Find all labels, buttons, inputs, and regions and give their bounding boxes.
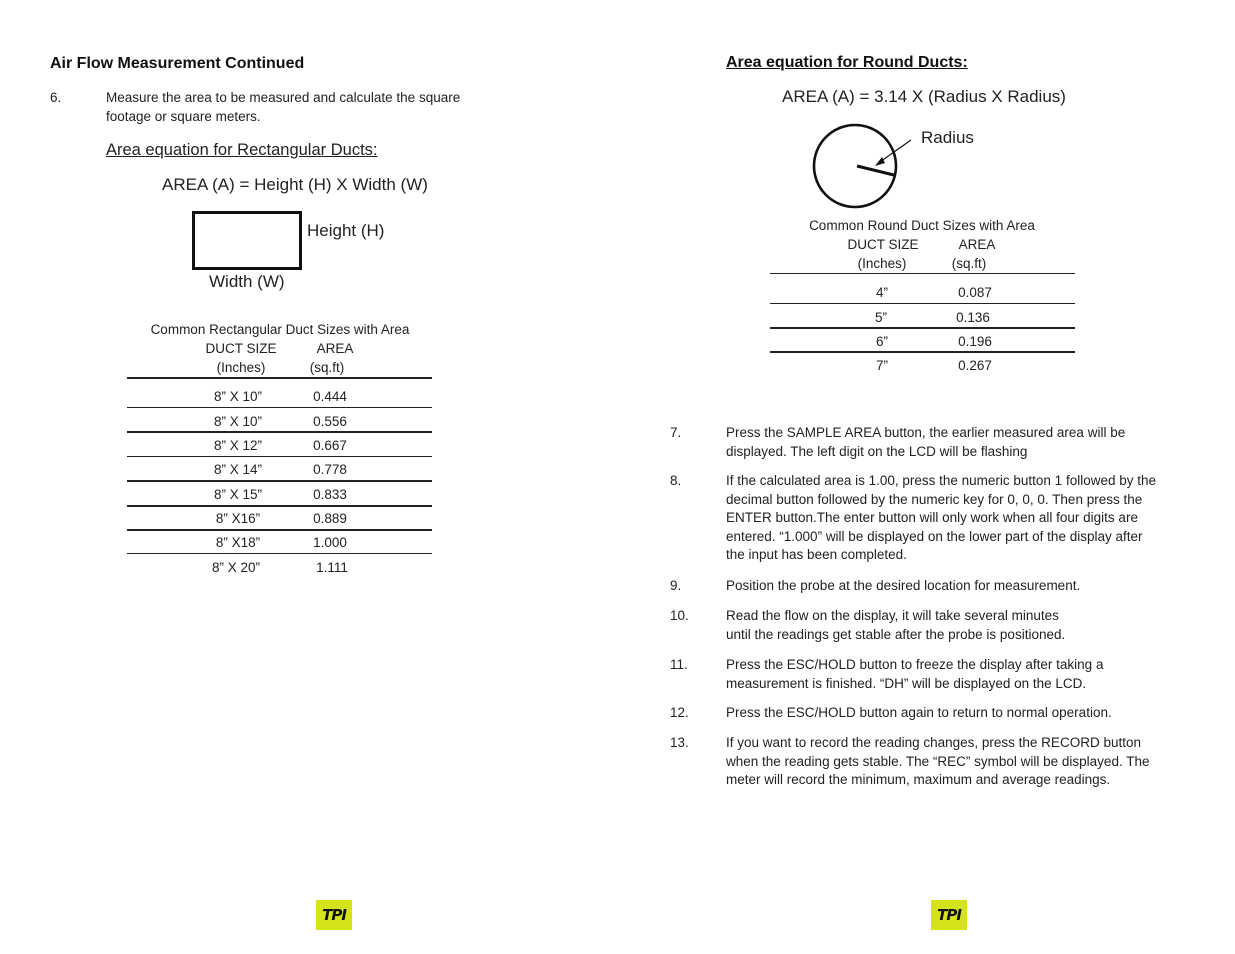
rect-table-area-cell: 0.556 <box>313 414 347 429</box>
rect-area-equation: AREA (A) = Height (H) X Width (W) <box>162 175 428 194</box>
table-rule <box>127 529 432 531</box>
tpi-logo-right <box>931 900 967 930</box>
table-rule <box>770 273 1075 274</box>
rect-table-unit-size: (Inches) <box>216 360 266 375</box>
round-table-col-header-area: AREA <box>958 237 996 252</box>
rect-table-area-cell: 0.444 <box>313 389 347 404</box>
step-text-line: ENTER button.The enter button will only work when all four digits are <box>726 510 1138 525</box>
round-table-area-cell: 0.087 <box>958 285 992 300</box>
rect-table-size-cell: 8” X 14” <box>213 462 263 477</box>
round-table-size-cell: 4” <box>875 285 888 300</box>
rect-table-area-cell: 0.778 <box>313 462 347 477</box>
step-text-line: If the calculated area is 1.00, press the numeric button 1 followed by the <box>726 473 1157 488</box>
table-rule <box>127 407 432 408</box>
step-text <box>726 607 1181 644</box>
step-text-line: footage or square meters. <box>106 108 261 124</box>
round-table-size-cell: 6” <box>875 334 888 349</box>
step-text-line: Press the SAMPLE AREA button, the earlier measured area will be <box>726 425 1126 440</box>
table-rule <box>770 327 1075 329</box>
section-heading: Air Flow Measurement Continued <box>50 55 305 72</box>
step-text-line: decimal button followed by the numeric key for 0, 0, 0. Then press the <box>726 491 1143 507</box>
rect-table-area-cell: 0.667 <box>313 438 347 453</box>
step-text <box>726 656 1181 693</box>
step-text-line: Press the ESC/HOLD button again to return to normal operation. <box>726 705 1112 720</box>
step-text-line: Measure the area to be measured and calculate the square <box>106 90 461 105</box>
table-rule <box>127 431 432 433</box>
round-table-area-cell: 0.196 <box>958 334 992 349</box>
radius-line <box>857 166 894 175</box>
rect-table-col-header-area: AREA <box>316 341 354 356</box>
rect-table-col-header-size: DUCT SIZE <box>205 341 277 356</box>
round-table-title: Common Round Duct Sizes with Area <box>809 218 1035 233</box>
round-table-area-cell: 0.136 <box>956 310 990 325</box>
arrowhead-icon <box>875 157 885 166</box>
step-text-line: If you want to record the reading changes, press the RECORD button <box>726 735 1141 750</box>
step-number: 12. <box>670 705 689 720</box>
round-area-heading: Area equation for Round Ducts: <box>726 54 968 71</box>
rect-table-size-cell: 8” X 10” <box>213 389 263 404</box>
step-text <box>726 577 1181 596</box>
rect-table-size-cell: 8” X 20” <box>211 560 261 575</box>
duct-circle <box>814 125 896 207</box>
step-text-line: Press the ESC/HOLD button to freeze the display after taking a <box>726 657 1104 672</box>
round-table-size-cell: 5” <box>874 310 887 325</box>
radius-label: Radius <box>921 128 974 147</box>
step-number: 6. <box>50 90 62 105</box>
step-text-line: until the readings get stable after the probe is positioned. <box>726 626 1066 642</box>
table-rule <box>127 456 432 457</box>
step-text <box>726 424 1181 461</box>
step-text-line: meter will record the minimum, maximum and average readings. <box>726 772 1111 787</box>
step-text <box>106 89 561 126</box>
step-number: 7. <box>670 425 682 440</box>
round-table-col-header-size: DUCT SIZE <box>847 237 919 252</box>
round-table-size-cell: 7” <box>875 358 888 373</box>
step-text-line: entered. “1.000” will be displayed on the lower part of the display after <box>726 528 1143 544</box>
table-rule <box>127 480 432 482</box>
rect-table-area-cell: 0.889 <box>313 511 347 526</box>
round-table-unit-size: (Inches) <box>857 256 907 271</box>
step-text-line: displayed. The left digit on the LCD will be flashing <box>726 443 1028 459</box>
table-rule <box>127 377 432 379</box>
table-rule <box>770 351 1075 353</box>
step-text <box>726 704 1181 723</box>
step-text <box>726 472 1181 565</box>
logo-text: TPI <box>937 906 961 924</box>
step-text-line: Position the probe at the desired location for measurement. <box>726 578 1081 593</box>
rect-table-size-cell: 8” X18” <box>215 535 261 550</box>
round-duct-diagram <box>805 118 915 214</box>
rect-table-title: Common Rectangular Duct Sizes with Area <box>150 322 410 337</box>
rect-table-size-cell: 8” X 15” <box>213 487 263 502</box>
step-number: 13. <box>670 735 689 750</box>
step-number: 9. <box>670 578 682 593</box>
step-text-line: measurement is finished. “DH” will be displayed on the LCD. <box>726 675 1087 691</box>
table-rule <box>127 505 432 507</box>
rect-table-size-cell: 8” X 10” <box>213 414 263 429</box>
rect-table-size-cell: 8” X 12” <box>213 438 263 453</box>
rect-table-size-cell: 8” X16” <box>215 511 261 526</box>
rectangle-duct-diagram <box>192 211 302 270</box>
step-text <box>726 734 1181 790</box>
height-label: Height (H) <box>307 221 385 240</box>
step-number: 10. <box>670 608 689 623</box>
rect-table-area-cell: 1.000 <box>313 535 347 550</box>
rect-table-unit-area: (sq.ft) <box>309 360 345 375</box>
width-label: Width (W) <box>209 272 285 291</box>
round-table-unit-area: (sq.ft) <box>951 256 987 271</box>
step-number: 11. <box>670 657 688 672</box>
step-number: 8. <box>670 473 682 488</box>
table-rule <box>770 303 1075 304</box>
round-table-area-cell: 0.267 <box>958 358 992 373</box>
table-rule <box>127 553 432 554</box>
rect-area-heading: Area equation for Rectangular Ducts: <box>106 141 378 159</box>
rect-table-area-cell: 1.111 <box>316 560 348 575</box>
round-area-equation: AREA (A) = 3.14 X (Radius X Radius) <box>782 87 1066 106</box>
rect-table-area-cell: 0.833 <box>313 487 347 502</box>
tpi-logo-left <box>316 900 352 930</box>
logo-text: TPI <box>322 906 346 924</box>
step-text-line: Read the flow on the display, it will take several minutes <box>726 608 1059 623</box>
step-text-line: the input has been completed. <box>726 547 907 562</box>
step-text-line: when the reading gets stable. The “REC” symbol will be displayed. The <box>726 753 1150 769</box>
